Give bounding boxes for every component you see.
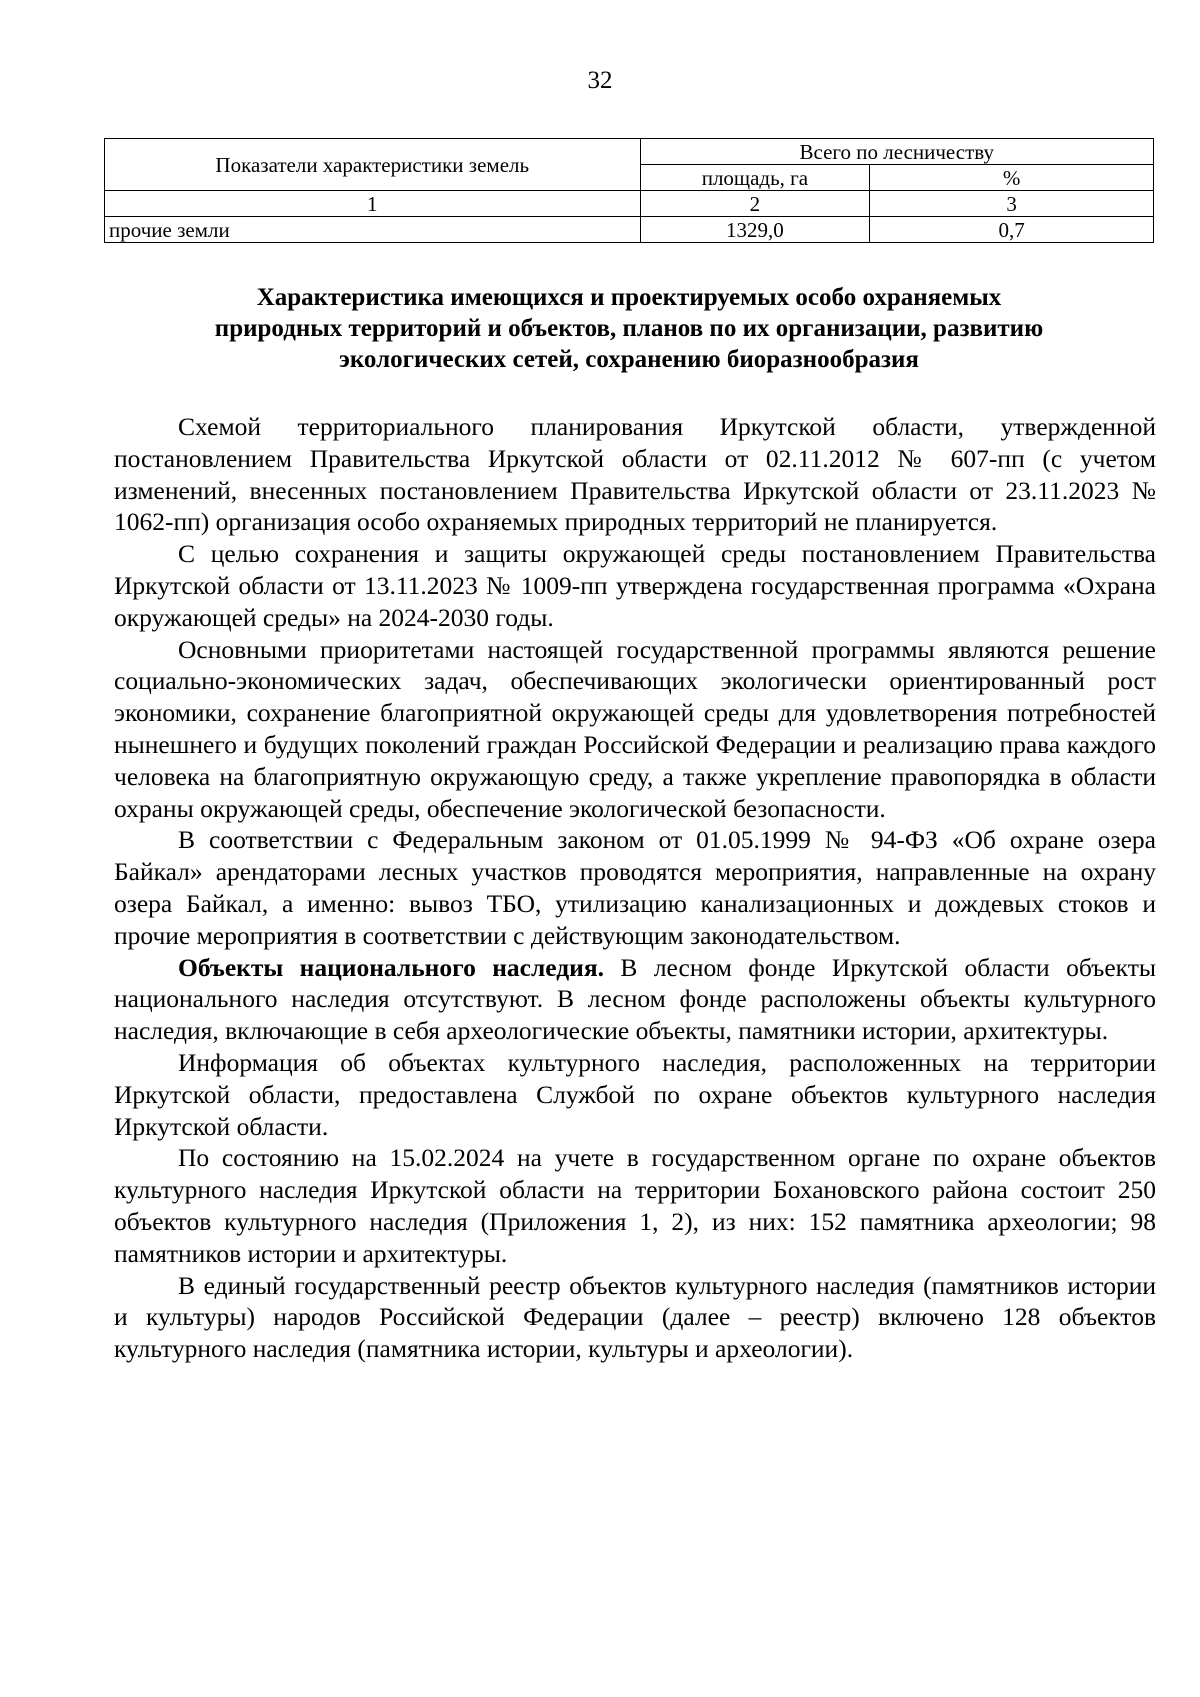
table-header-row [105, 139, 1154, 165]
table-numbering-row [105, 191, 1154, 217]
paragraph: С целью сохранения и защиты окружающей среды постановлением Правительства Иркутской области от 13.11.2023 № 1009-пп утверждена государственная программа «Охрана окружающей среды» на 2024-2030 годы. [114, 539, 1156, 632]
header-forestry-total: Всего по лесничеству [640, 139, 1154, 165]
column-number: 1 [105, 191, 641, 217]
land-characteristics-table [104, 138, 1154, 243]
paragraph [114, 952, 1156, 1047]
heading-line: природных территорий и объектов, планов по их организации, развитию [214, 315, 1044, 342]
paragraph: Схемой территориального планирования Иркутской области, утвержденной постановлением Правительства Иркутской области от 02.11.2012 № 607-пп (с учетом изменений, внесенных постановлением Правительства Иркутской области от 23.11.2023 № 1062-пп) организация особо охраняемых природных территорий не планируется. [114, 412, 1156, 537]
header-area: площадь, га [640, 165, 870, 191]
paragraph: Основными приоритетами настоящей государственной программы являются решение социально-экономических задач, обеспечивающих экологически ориентированный рост экономики, сохранение благоприятной окружающей среды для удовлетворения потребностей нынешнего и будущих поколений граждан Российской Федерации и реализацию права каждого человека на благоприятную окружающую среду, а также укрепление правопорядка в области охраны окружающей среды, обеспечение экологической безопасности. [114, 634, 1156, 823]
national-heritage-lead: Объекты национального наследия. [178, 952, 605, 982]
header-indicator: Показатели характеристики земель [105, 139, 641, 191]
table-row [105, 217, 1154, 243]
body-text [114, 411, 1156, 1365]
heading-line: Характеристика имеющихся и проектируемых особо охраняемых [256, 284, 1002, 311]
heading-line: экологических сетей, сохранению биоразнообразия [339, 346, 919, 373]
paragraph: Информация об объектах культурного наследия, расположенных на территории Иркутской области, предоставлена Службой по охране объектов культурного наследия Иркутской области. [114, 1047, 1156, 1141]
paragraph-text: В лесном фонде Иркутской области объекты национального наследия отсутствуют. В лесном фонде расположены объекты культурного наследия, включающие в себя археологические объекты, памятники истории, архитектуры. [114, 952, 1156, 1046]
paragraph: По состоянию на 15.02.2024 на учете в государственном органе по охране объектов культурного наследия Иркутской области на территории Бохановского района состоит 250 объектов культурного наследия (Приложения 1, 2), из них: 152 памятника археологии; 98 памятников истории и архитектуры. [114, 1143, 1156, 1268]
row-percent: 0,7 [870, 217, 1154, 243]
section-heading [104, 282, 1154, 375]
paragraph: В соответствии с Федеральным законом от 01.05.1999 № 94-ФЗ «Об охране озера Байкал» арендаторами лесных участков проводятся мероприятия, направленные на охрану озера Байкал, а именно: вывоз ТБО, утилизацию канализационных и дождевых стоков и прочие мероприятия в соответствии с действующим законодательством. [114, 825, 1156, 950]
header-percent: % [870, 165, 1154, 191]
row-name: прочие земли [105, 217, 641, 243]
row-area: 1329,0 [640, 217, 870, 243]
column-number: 3 [870, 191, 1154, 217]
paragraph: В единый государственный реестр объектов культурного наследия (памятников истории и культуры) народов Российской Федерации (далее – реестр) включено 128 объектов культурного наследия (памятника истории, культуры и археологии). [114, 1270, 1156, 1364]
column-number: 2 [640, 191, 870, 217]
page-number: 32 [587, 67, 613, 94]
